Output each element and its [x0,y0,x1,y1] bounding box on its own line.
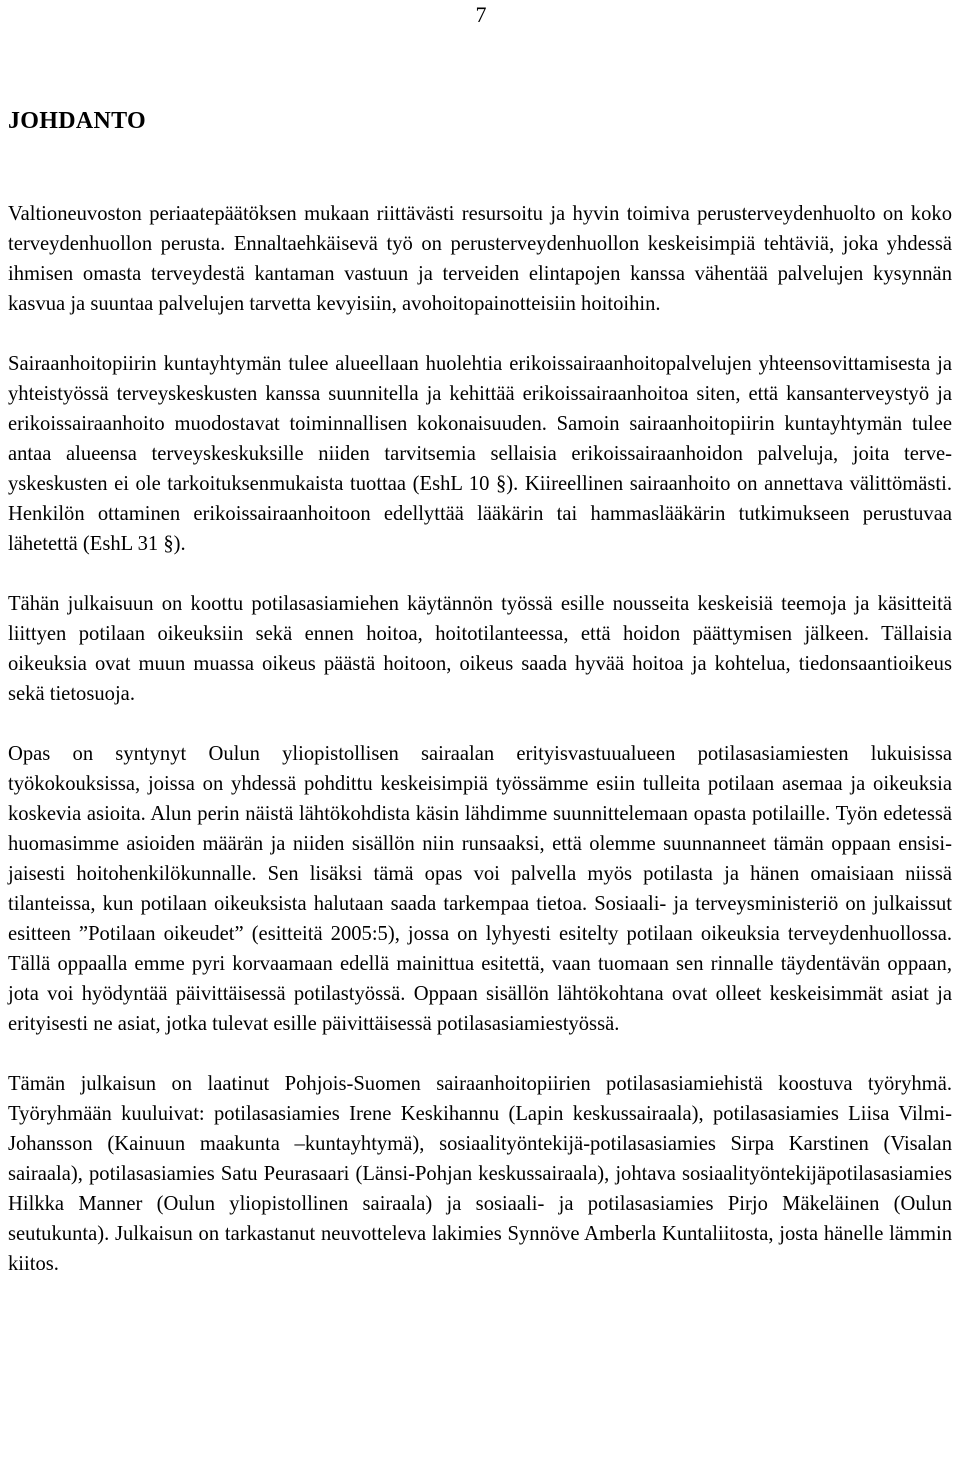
body-text [8,199,952,1279]
paragraph-working-group: Tämän julkaisun on laatinut Pohjois-Suomen sairaanhoitopiirien potilasasiamiehistä koostuva työryhmä. Työryhmään kuuluivat: potilasasiamies Irene Keskihannu (Lapin keskussairaala), potilasasiamies Liisa Vilmi-Johansson (Kainuun maakunta –kuntayhtymä), sosiaalityöntekijä-potilasasiamies Sirpa Karstinen (Visalan sairaala), potilasasiamies Satu Peurasaari (Länsi-Pohjan keskussairaala), johtava sosiaalityöntekijäpotilasasiamies Hilkka Manner (Oulun yliopistollinen sairaala) ja sosiaali- ja potilasasiamies Pirjo Mäkeläinen (Oulun seutukunta). Julkaisun on tarkastanut neuvotteleva lakimies Synnöve Amberla Kuntaliitosta, josta hänelle lämmin kiitos. [8,1073,952,1275]
section-heading: JOHDANTO [8,108,146,134]
paragraph-publication-themes: Tähän julkaisuun on koottu potilasasiamiehen käytännön työssä esille nousseita keskeisiä teemoja ja käsitteitä liittyen potilaan oikeuksiin sekä ennen hoitoa, hoitotilanteessa, että hoidon päättymisen jälkeen. Tällaisia oikeuksia ovat muun muassa oikeus päästä hoitoon, oikeus saada hyvää hoitoa ja kohtelua, tiedonsaantioikeus sekä tietosuoja. [8,593,952,705]
paragraph-intro: Valtioneuvoston periaatepäätöksen mukaan riittävästi resursoitu ja hyvin toimiva perusterveydenhuolto on koko terveydenhuollon perusta. Ennaltaehkäisevä työ on perusterveydenhuollon keskeisimpiä tehtäviä, joka yhdessä ihmisen omasta terveydestä kantaman vastuun ja terveiden elintapojen kanssa vähentää palvelujen kysynnän kasvua ja suuntaa palvelujen tarvetta kevyisiin, avohoitopainotteisiin hoitoihin. [8,203,952,315]
page-number: 7 [475,2,487,27]
paragraph-hospital-district: Sairaanhoitopiirin kuntayhtymän tulee alueellaan huolehtia erikoissairaanhoitopalvelujen yhteensovittamisesta ja yhteistyössä terveyskeskusten kanssa suunnitella ja kehittää erikoissairaanhoitoa siten, että kansanterveystyö ja erikoissairaanhoito muodostavat toiminnallisen kokonaisuuden. Samoin sairaanhoitopiirin kuntayhtymän tulee antaa alueensa terveyskeskuksille niiden tarvitsemia sellaisia erikoissairaanhoidon palveluja, joita terveyskeskusten ei ole tarkoituksenmukaista tuottaa (EshL 10 §). Kiireellinen sairaanhoito on annettava välittömästi. Henkilön ottaminen erikoissairaanhoitoon edellyttää lääkärin tai hammaslääkärin tutkimukseen perustuvaa lähetettä (EshL 31 §). [8,353,952,555]
paragraph-guide-origin: Opas on syntynyt Oulun yliopistollisen sairaalan erityisvastuualueen potilasasiamiesten lukuisissa työkokouksissa, joissa on yhdessä pohdittu keskeisimpiä työssämme esiin tulleita potilaan asemaa ja oikeuksia koskevia asioita. Alun perin näistä lähtökohdista käsin lähdimme suunnittelemaan opasta potilaille. Työn edetessä huomasimme asioiden määrän ja niiden sisällön niin runsaaksi, että olemme suunnanneet tämän oppaan ensisijaisesti hoitohenkilökunnalle. Sen lisäksi tämä opas voi palvella myös potilasta ja hänen omaisiaan niissä tilanteissa, kun potilaan oikeuksista halutaan saada tarkempaa tietoa. Sosiaali- ja terveysministeriö on julkaissut esitteen ”Potilaan oikeudet” (esitteitä 2005:5), jossa on lyhyesti esitelty potilaan oikeuksia terveydenhuollossa. Tällä oppaalla emme pyri korvaamaan edellä mainittua esitettä, vaan tuomaan sen rinnalle täydentävän oppaan, jota voi hyödyntää päivittäisessä potilastyössä. Oppaan sisällön lähtökohtana ovat olleet keskeisimmät asiat ja erityisesti ne asiat, jotka tulevat esille päivittäisessä potilasasiamiestyössä. [8,743,952,1035]
